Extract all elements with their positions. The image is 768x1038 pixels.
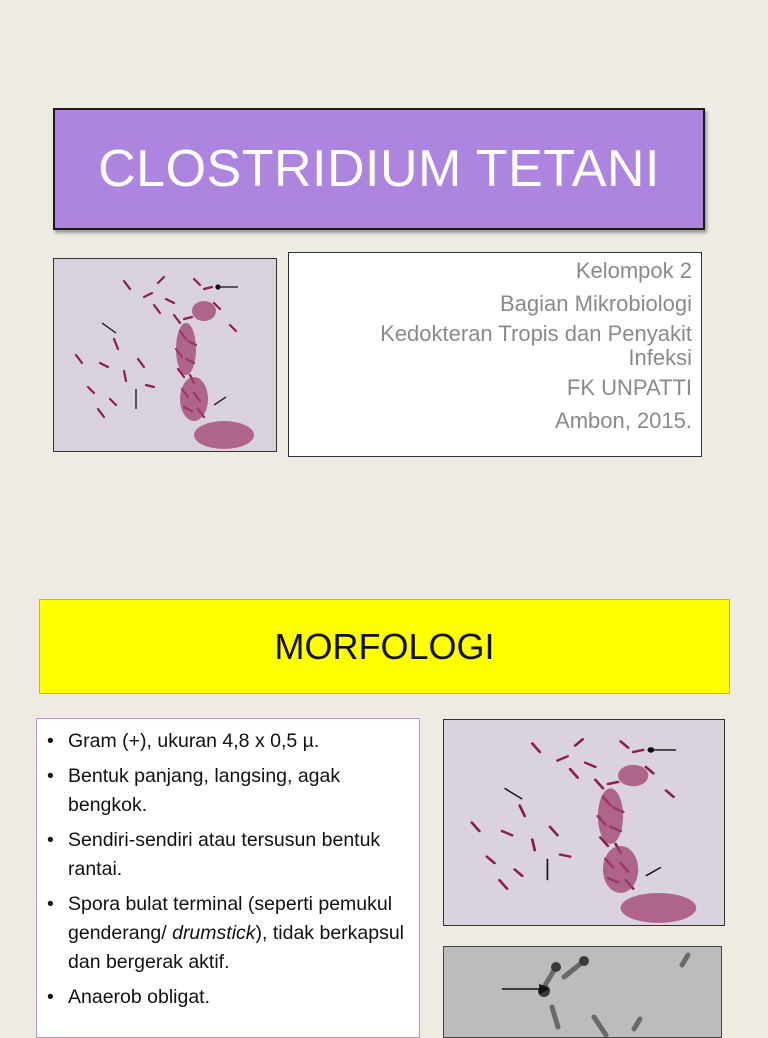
micrograph-gram-stain — [444, 720, 724, 925]
list-item — [45, 890, 413, 977]
list-item: • Gram (+), ukuran 4,8 x 0,5 µ. — [45, 727, 413, 756]
credits-division-line1: Kedokteran Tropis dan Penyakit — [380, 321, 692, 346]
micrograph-image-right — [443, 719, 725, 926]
credits-department: Bagian Mikrobiologi — [500, 291, 692, 316]
list-item-text: Spora bulat terminal (seperti pemukul genderang/ — [68, 893, 393, 944]
credits-faculty: FK UNPATTI — [566, 375, 692, 400]
section-title: MORFOLOGI — [274, 625, 495, 667]
micrograph-spore-image — [443, 946, 722, 1038]
credits-place-year: Ambon, 2015. — [555, 408, 692, 433]
list-item: • Anaerob obligat. — [45, 983, 413, 1012]
list-item-text: ), tidak berkapsul dan bergerak aktif. — [68, 922, 405, 973]
credits-box — [288, 252, 702, 457]
micrograph-image-top — [53, 258, 277, 452]
list-item: • Bentuk panjang, langsing, agak bengkok. — [45, 762, 413, 820]
list-item: • Sendiri-sendiri atau tersusun bentuk rantai. — [45, 826, 413, 884]
title-banner — [53, 108, 705, 230]
list-item-emphasis: drumstick — [172, 922, 256, 944]
credits-division-line2: Infeksi — [628, 345, 692, 370]
slide-title-text: CLOSTRIDIUM TETANI — [98, 140, 660, 198]
credits-division — [289, 322, 692, 370]
morphology-list — [36, 718, 420, 1038]
section-header — [39, 599, 730, 694]
credits-group: Kelompok 2 — [575, 258, 692, 283]
micrograph-gram-stain — [54, 259, 276, 451]
